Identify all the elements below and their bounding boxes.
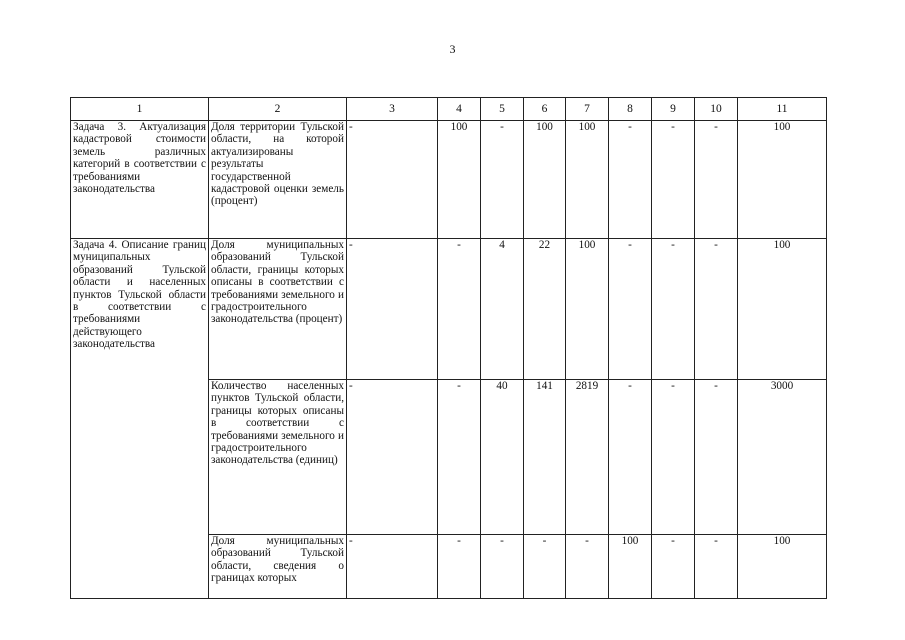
- value-cell: 100: [738, 121, 827, 239]
- value-cell: 2819: [566, 380, 609, 535]
- value-cell: 100: [738, 239, 827, 380]
- indicator-cell: Количество населенных пунктов Тульской области, границы которых описаны в соответствии с требованиями земельного и градостроительного законодательства (единиц): [209, 380, 347, 535]
- header-cell: 7: [566, 98, 609, 121]
- value-cell: -: [438, 535, 481, 599]
- indicator-cell: Доля муниципальных образований Тульской области, границы которых описаны в соответствии с требованиями земельного и градостроительного законодательства (процент): [209, 239, 347, 380]
- value-cell: 22: [524, 239, 566, 380]
- value-cell: 4: [481, 239, 524, 380]
- value-cell: -: [652, 380, 695, 535]
- task-cell: Задача 3. Актуализация кадастровой стоимости земель различных категорий в соответствии с требованиями законодательства: [71, 121, 209, 239]
- header-cell: 8: [609, 98, 652, 121]
- value-cell: -: [695, 380, 738, 535]
- value-cell: 100: [738, 535, 827, 599]
- value-cell: 3000: [738, 380, 827, 535]
- header-cell: 4: [438, 98, 481, 121]
- task-cell: Задача 4. Описание границ муниципальных образований Тульской области и населенных пунктов Тульской области в соответствии с требованиями действующего законодательства: [71, 239, 209, 599]
- value-cell: -: [347, 535, 438, 599]
- table-row: [71, 121, 827, 239]
- page-number: 3: [449, 42, 456, 56]
- value-cell: 100: [524, 121, 566, 239]
- value-cell: -: [609, 239, 652, 380]
- header-cell: 3: [347, 98, 438, 121]
- value-cell: -: [481, 535, 524, 599]
- value-cell: 100: [609, 535, 652, 599]
- value-cell: 40: [481, 380, 524, 535]
- indicator-cell: Доля территории Тульской области, на которой актуализированы результаты государственной кадастровой оценки земель (процент): [209, 121, 347, 239]
- value-cell: 100: [438, 121, 481, 239]
- value-cell: -: [524, 535, 566, 599]
- value-cell: -: [652, 535, 695, 599]
- table-row: [71, 239, 827, 380]
- header-cell: 6: [524, 98, 566, 121]
- value-cell: -: [652, 121, 695, 239]
- header-cell: 1: [71, 98, 209, 121]
- header-cell: 11: [738, 98, 827, 121]
- value-cell: -: [609, 121, 652, 239]
- value-cell: -: [695, 535, 738, 599]
- value-cell: -: [438, 380, 481, 535]
- value-cell: -: [347, 121, 438, 239]
- value-cell: -: [566, 535, 609, 599]
- indicator-cell: Доля муниципальных образований Тульской области, сведения о границах которых: [209, 535, 347, 599]
- value-cell: 100: [566, 239, 609, 380]
- header-cell: 5: [481, 98, 524, 121]
- indicators-table: [70, 97, 827, 599]
- value-cell: 100: [566, 121, 609, 239]
- value-cell: -: [347, 239, 438, 380]
- value-cell: -: [438, 239, 481, 380]
- value-cell: 141: [524, 380, 566, 535]
- table-header-row: [71, 98, 827, 121]
- value-cell: -: [695, 121, 738, 239]
- header-cell: 9: [652, 98, 695, 121]
- header-cell: 10: [695, 98, 738, 121]
- value-cell: -: [481, 121, 524, 239]
- value-cell: -: [609, 380, 652, 535]
- header-cell: 2: [209, 98, 347, 121]
- value-cell: -: [695, 239, 738, 380]
- value-cell: -: [652, 239, 695, 380]
- value-cell: -: [347, 380, 438, 535]
